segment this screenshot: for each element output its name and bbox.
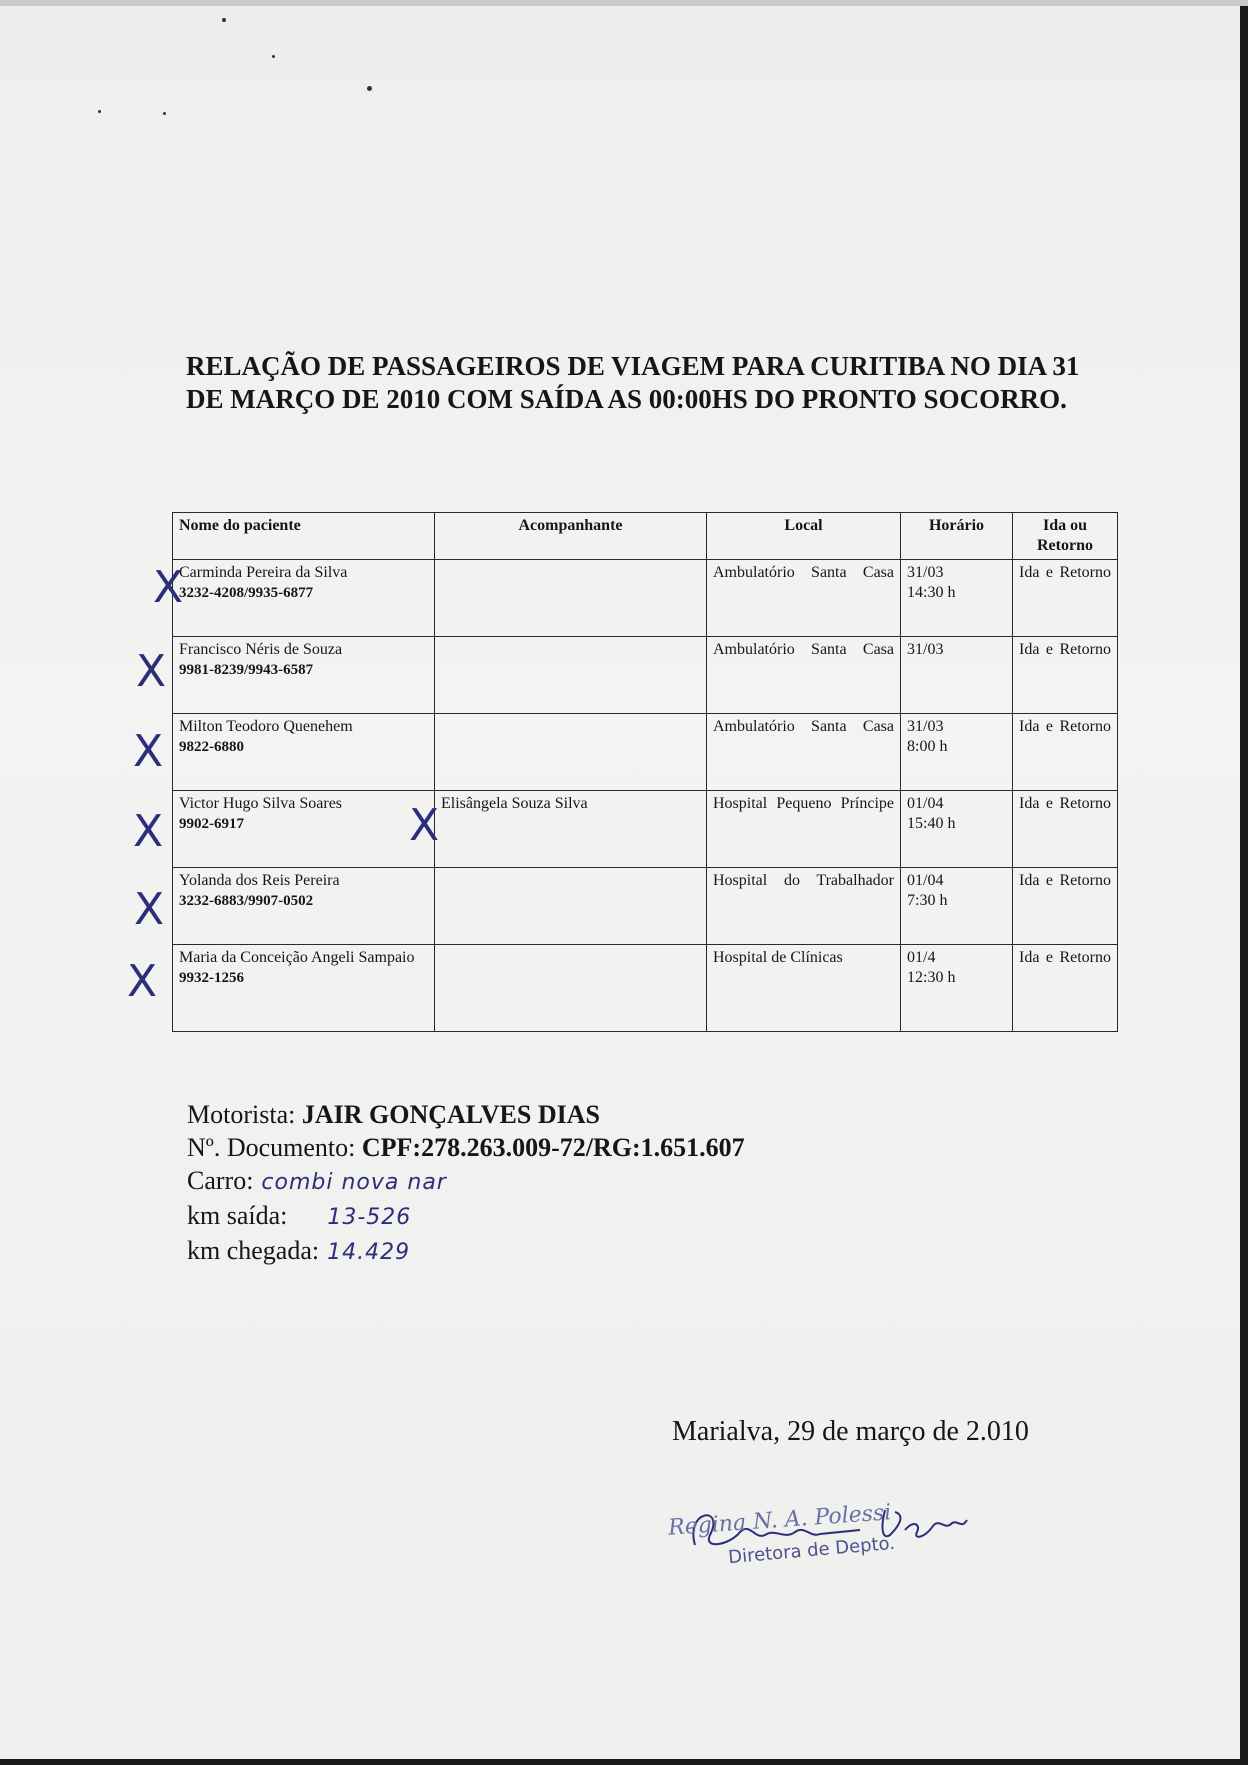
- patient-name: Francisco Néris de Souza: [179, 641, 343, 658]
- patient-phone: 9902-6917: [179, 816, 244, 832]
- table-row: [173, 791, 1118, 868]
- trip-cell: [1013, 637, 1118, 714]
- patient-name: Carminda Pereira da Silva: [179, 564, 348, 581]
- scan-speck: [222, 18, 226, 22]
- stamp-name: Regina N. A. Polessi: [667, 1500, 893, 1541]
- table-row: [173, 868, 1118, 945]
- car-label: Carro:: [187, 1166, 254, 1195]
- table-row: [173, 560, 1118, 637]
- doc-label: Nº. Documento:: [187, 1133, 356, 1162]
- trip-cell: [1013, 945, 1118, 1032]
- trip-value: Ida e Retorno: [1019, 718, 1111, 735]
- hour-value: 8:00 h: [907, 738, 948, 755]
- companion-name: Elisângela Souza Silva: [441, 795, 588, 812]
- header-time: Horário: [901, 513, 1013, 560]
- time-cell: [901, 714, 1013, 791]
- patient-phone: 9981-8239/9943-6587: [179, 662, 314, 678]
- patient-name: Victor Hugo Silva Soares: [179, 795, 343, 812]
- driver-line: [187, 1098, 745, 1131]
- patient-cell: [173, 945, 435, 1032]
- patient-cell: [173, 637, 435, 714]
- header-trip: Ida ou Retorno: [1013, 513, 1118, 560]
- time-cell: [901, 637, 1013, 714]
- place-value: Ambulatório Santa Casa: [713, 718, 894, 735]
- scan-speck: [163, 112, 166, 115]
- scan-speck: [367, 86, 372, 91]
- handwritten-x-mark: X: [409, 800, 440, 851]
- trip-value: Ida e Retorno: [1019, 872, 1111, 889]
- place-value: Ambulatório Santa Casa: [713, 564, 894, 581]
- handwritten-x-mark: X: [127, 956, 158, 1007]
- patient-phone: 3232-4208/9935-6877: [179, 585, 314, 601]
- hour-value: 12:30 h: [907, 969, 956, 986]
- place-date: Marialva, 29 de março de 2.010: [672, 1416, 1029, 1447]
- date-value: 01/04: [907, 872, 944, 889]
- date-value: 01/04: [907, 795, 944, 812]
- companion-cell: [435, 945, 707, 1032]
- place-cell: [707, 560, 901, 637]
- trip-value: Ida e Retorno: [1019, 641, 1111, 658]
- patient-cell: [173, 714, 435, 791]
- table-row: [173, 637, 1118, 714]
- handwritten-x-mark: X: [136, 646, 167, 697]
- patient-cell: [173, 791, 435, 868]
- place-value: Hospital de Clínicas: [713, 949, 843, 966]
- companion-cell: [435, 868, 707, 945]
- companion-cell: [435, 714, 707, 791]
- trip-cell: [1013, 868, 1118, 945]
- patient-name: Milton Teodoro Quenehem: [179, 718, 353, 735]
- scan-top-edge: [0, 0, 1248, 6]
- handwritten-x-mark: X: [133, 806, 164, 857]
- date-value: 31/03: [907, 718, 944, 735]
- doc-value: CPF:278.263.009-72/RG:1.651.607: [361, 1133, 745, 1162]
- place-value: Ambulatório Santa Casa: [713, 641, 894, 658]
- patient-phone: 3232-6883/9907-0502: [179, 893, 314, 909]
- hour-value: 14:30 h: [907, 584, 956, 601]
- km-out-value: 13-526: [327, 1205, 412, 1230]
- place-cell: [707, 791, 901, 868]
- km-out-line: [187, 1199, 745, 1234]
- patient-cell: [173, 868, 435, 945]
- place-cell: [707, 714, 901, 791]
- header-companion: Acompanhante: [435, 513, 707, 560]
- place-value: Hospital do Trabalhador: [713, 872, 894, 889]
- table-header-row: [173, 513, 1118, 560]
- driver-value: JAIR GONÇALVES DIAS: [301, 1100, 600, 1129]
- passenger-table: [172, 512, 1118, 1032]
- handwritten-x-mark: X: [153, 562, 184, 613]
- time-cell: [901, 945, 1013, 1032]
- document-title: RELAÇÃO DE PASSAGEIROS DE VIAGEM PARA CURITIBA NO DIA 31 DE MARÇO DE 2010 COM SAÍDA AS 00:00HS DO PRONTO SOCORRO.: [186, 351, 1080, 414]
- scan-speck: [272, 55, 275, 58]
- header-patient: Nome do paciente: [173, 513, 435, 560]
- patient-name: Yolanda dos Reis Pereira: [179, 872, 340, 889]
- header-place: Local: [707, 513, 901, 560]
- stamp-role: Diretora de Depto.: [727, 1532, 896, 1569]
- time-cell: [901, 791, 1013, 868]
- hour-value: 15:40 h: [907, 815, 956, 832]
- date-value: 01/4: [907, 949, 936, 966]
- trip-value: Ida e Retorno: [1019, 795, 1111, 812]
- date-value: 31/03: [907, 641, 944, 658]
- companion-cell: [435, 560, 707, 637]
- km-in-line: [187, 1234, 745, 1269]
- driver-label: Motorista:: [187, 1100, 296, 1129]
- handwritten-x-mark: X: [134, 884, 165, 935]
- place-cell: [707, 637, 901, 714]
- trip-cell: [1013, 560, 1118, 637]
- handwritten-x-mark: X: [133, 726, 164, 777]
- km-out-label: km saída:: [187, 1201, 288, 1230]
- trip-info: [187, 1098, 745, 1269]
- patient-name: Maria da Conceição Angeli Sampaio: [179, 949, 415, 966]
- time-cell: [901, 868, 1013, 945]
- companion-cell: [435, 791, 707, 868]
- document-line: [187, 1131, 745, 1164]
- trip-value: Ida e Retorno: [1019, 949, 1111, 966]
- patient-cell: [173, 560, 435, 637]
- scan-speck: [98, 110, 101, 113]
- place-value: Hospital Pequeno Príncipe: [713, 795, 894, 812]
- car-value: combi nova nar: [261, 1170, 447, 1195]
- table-row: [173, 945, 1118, 1032]
- place-cell: [707, 868, 901, 945]
- trip-cell: [1013, 714, 1118, 791]
- trip-value: Ida e Retorno: [1019, 564, 1111, 581]
- place-cell: [707, 945, 901, 1032]
- patient-phone: 9822-6880: [179, 739, 244, 755]
- km-in-value: 14.429: [327, 1240, 411, 1265]
- hour-value: 7:30 h: [907, 892, 948, 909]
- km-in-label: km chegada:: [187, 1236, 320, 1265]
- table-row: [173, 714, 1118, 791]
- time-cell: [901, 560, 1013, 637]
- date-value: 31/03: [907, 564, 944, 581]
- trip-cell: [1013, 791, 1118, 868]
- companion-cell: [435, 637, 707, 714]
- car-line: [187, 1164, 745, 1199]
- patient-phone: 9932-1256: [179, 970, 244, 986]
